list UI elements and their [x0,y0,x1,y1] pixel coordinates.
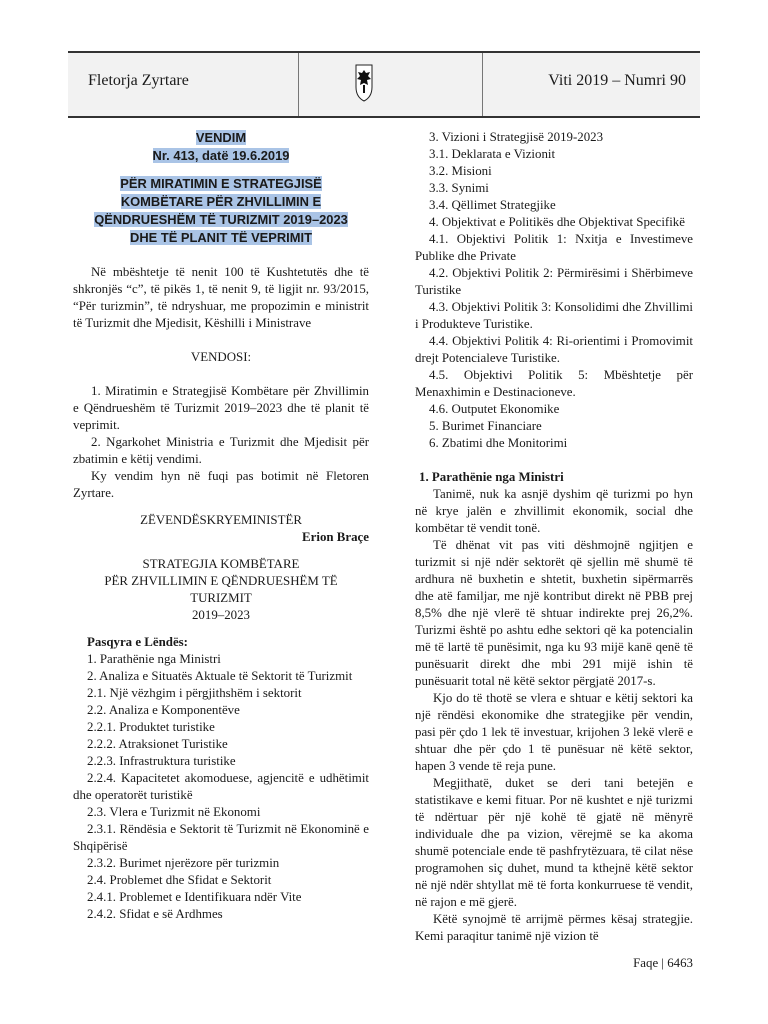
decision-point: 1. Miratimin e Strategjisë Kombëtare për Zhvillimin e Qëndrueshëm të Turizmit 2019–2023 dhe të planit të veprimit. [73,384,369,432]
strategy-years: 2019–2023 [191,608,250,622]
toc-item: 3.2. Misioni [429,164,492,178]
page-number: Faqe | 6463 [633,956,693,970]
toc-item: 5. Burimet Financiare [429,419,542,433]
toc-item: 2. Analiza e Situatës Aktuale të Sektorit të Turizmit [87,669,353,683]
decision-subject: PËR MIRATIMIN E STRATEGJISË KOMBËTARE PËR ZHVILLIMIN E QËNDRUESHËM TË TURIZMIT 2019–2023 DHE TË PLANIT TË VEPRIMIT [94,176,348,245]
body-paragraph: Tanimë, nuk ka asnjë dyshim që turizmi po hyn në krye jalën e zhvillimit ekonomik, social dhe kombëtar të vendit tonë. [415,487,693,535]
gazette-name: Fletorja Zyrtare [88,72,189,89]
toc-item: 3.1. Deklarata e Vizionit [429,147,556,161]
body-paragraph: Kjo do të thotë se vlera e shtuar e këtij sektori ka një rëndësi ekonomike dhe strategjike për vendin, pasi për çdo 1 lek të investuar, krijohen 3 lekë vlerë e shtuar dhe për çdo 1 të punësuar në këtë sektor, hapen 3 vende të reja pune. [415,691,693,773]
toc-item: 4.1. Objektivi Politik 1: Nxitja e Investimeve Publike dhe Private [415,232,693,263]
toc-item: 2.2.1. Produktet turistike [87,720,215,734]
toc-item: 4.2. Objektivi Politik 2: Përmirësimi i Shërbimeve Turistike [415,266,693,297]
albanian-eagle-emblem-icon [353,61,375,105]
toc-item: 2.2.2. Atraksionet Turistike [87,737,228,751]
toc-item: 4.6. Outputet Ekonomike [429,402,560,416]
decision-point: 2. Ngarkohet Ministria e Turizmit dhe Mjedisit për zbatimin e këtij vendimi. [73,435,369,466]
decision-title: VENDIM [195,130,247,145]
decision-point: Ky vendim hyn në fuqi pas botimit në Fletoren Zyrtare. [73,469,369,500]
table-of-contents [73,651,369,923]
toc-item: 3.4. Qëllimet Strategjike [429,198,556,212]
intro-paragraph: Në mbështetje të nenit 100 të Kushtetutës dhe të shkronjës “c”, të pikës 1, të nenit 9, të ligjit nr. 93/2015, “Për turizmin”, të ndryshuar, me propozimin e ministrit të Turizmit dhe Mjedisit, Këshilli i Ministrave [73,265,369,330]
left-column [73,129,369,923]
header-divider [482,53,483,116]
toc-item: 4. Objektivat e Politikës dhe Objektivat Specifikë [429,215,685,229]
body-paragraph: Këtë synojmë të arrijmë përmes kësaj strategjie. Kemi paraqitur tanimë një vizion të [415,912,693,943]
strategy-title: PËR ZHVILLIMIN E QËNDRUESHËM TË TURIZMIT [104,574,338,605]
section-heading: 1. Parathënie nga Ministri [419,470,564,484]
decision-number: Nr. 413, datë 19.6.2019 [152,148,290,163]
toc-item: 2.4.2. Sfidat e së Ardhmes [87,907,223,921]
body-paragraph: Të dhënat vit pas viti dëshmojnë ngjitjen e turizmit si një ndër sektorët që sjellin më shumë të ardhura në buxhetin e shtetit, buxhetin sipërmarrës dhe atë familjar, me një kontribut direkt në PBB prej 8,5% dhe një vlerë të shtuar indirekte prej 26,2%. Turizmi është po ashtu edhe sektori që ka potencialin më të lartë të punësimit, nga ku 93 mijë kanë qenë të punësuarit direkt dhe mbi 291 mijë ishin të punësuarit total në këtë sektor përgjatë 2017-s. [415,538,693,688]
toc-item: 6. Zbatimi dhe Monitorimi [429,436,568,450]
header-divider [298,53,299,116]
toc-item: 4.5. Objektivi Politik 5: Mbështetje për Menaxhimin e Destinacioneve. [415,368,693,399]
toc-item: 3. Vizioni i Strategjisë 2019-2023 [429,130,604,144]
signer-role: ZËVENDËSKRYEMINISTËR [140,513,302,527]
toc-item: 4.4. Objektivi Politik 4: Ri-orientimi i Promovimit drejt Potencialeve Turistike. [415,334,693,365]
body-paragraph: Megjithatë, duket se deri tani betejën e statistikave e kemi fituar. Por në kushtet e një turizmi të ndërtuar për një kohë të gjatë në mënyrë individuale dhe pa vizion, vërejmë se ka akoma shumë potenciale ende të pashfrytëzuara, të cilat nëse programohen siç duhet, mund ta kthejnë këtë sektor në një ndër shtyllat më të forta konkurruese të vendit, në rajon e më gjerë. [415,776,693,909]
right-column [415,129,693,945]
toc-item: 2.3. Vlera e Turizmit në Ekonomi [87,805,261,819]
toc-item: 2.3.1. Rëndësia e Sektorit të Turizmit në Ekonominë e Shqipërisë [73,822,369,853]
toc-item: 2.2. Analiza e Komponentëve [87,703,240,717]
issue-number: Viti 2019 – Numri 90 [548,72,686,89]
toc-item: 2.3.2. Burimet njerëzore për turizmin [87,856,280,870]
toc-heading: Pasqyra e Lëndës: [87,635,188,649]
toc-item: 2.2.3. Infrastruktura turistike [87,754,236,768]
toc-item: 4.3. Objektivi Politik 3: Konsolidimi dhe Zhvillimi i Produkteve Turistike. [415,300,693,331]
signer-name: Erion Braçe [302,530,369,544]
vendosi-heading: VENDOSI: [190,350,252,364]
toc-item: 3.3. Synimi [429,181,489,195]
table-of-contents-continued [415,129,693,452]
gazette-header [68,51,700,118]
toc-item: 1. Parathënie nga Ministri [87,652,221,666]
toc-item: 2.4. Problemet dhe Sfidat e Sektorit [87,873,272,887]
strategy-title: STRATEGJIA KOMBËTARE [142,557,300,571]
toc-item: 2.4.1. Problemet e Identifikuara ndër Vite [87,890,302,904]
toc-item: 2.1. Një vëzhgim i përgjithshëm i sektorit [87,686,302,700]
toc-item: 2.2.4. Kapacitetet akomoduese, agjencitë e udhëtimit dhe operatorët turistikë [73,771,369,802]
